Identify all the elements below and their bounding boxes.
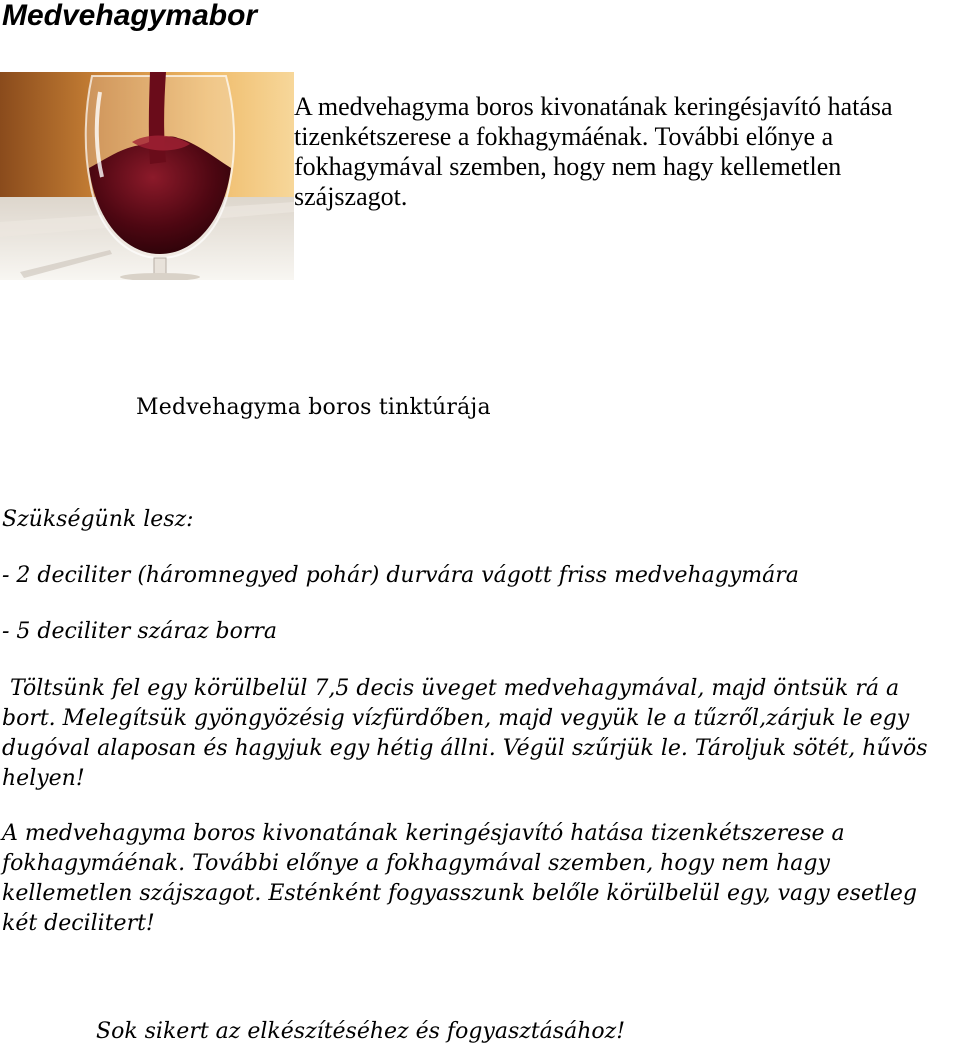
wine-glass-photo: [0, 72, 294, 280]
ingredient-item: - 5 deciliter száraz borra: [2, 619, 278, 644]
recipe-subtitle: Medvehagyma boros tinktúrája: [136, 395, 491, 420]
closing-line: Sok sikert az elkészítéséhez és fogyasztásához!: [96, 1019, 626, 1044]
document-title: Medvehagymabor: [2, 0, 258, 32]
instructions-paragraph: Töltsünk fel egy körülbelül 7,5 decis üveget medvehagymával, majd öntsük rá a bort. Melegítsük gyöngyözésig vízfürdőben, majd vegyük le a tűzről,zárjuk le egy dugóval alaposan és hagyjuk egy hétig állni. Végül szűrjük le. Tároljuk sötét, hűvös helyen!: [2, 676, 928, 791]
summary-paragraph: A medvehagyma boros kivonatának keringésjavító hatása tizenkétszerese a fokhagymáénak. További előnye a fokhagymával szemben, hogy nem hagy kellemetlen szájszagot. Esténként fogyasszunk belőle körülbelül egy, vagy esetleg két decilitert!: [2, 821, 917, 936]
ingredient-item: - 2 deciliter (háromnegyed pohár) durvára vágott friss medvehagymára: [2, 563, 799, 588]
intro-paragraph: A medvehagyma boros kivonatának keringésjavító hatása tizenkétszerese a fokhagymáénak. További előnye a fokhagymával szemben, hogy nem hagy kellemetlen szájszagot.: [294, 92, 893, 211]
ingredients-heading: Szükségünk lesz:: [2, 507, 194, 532]
